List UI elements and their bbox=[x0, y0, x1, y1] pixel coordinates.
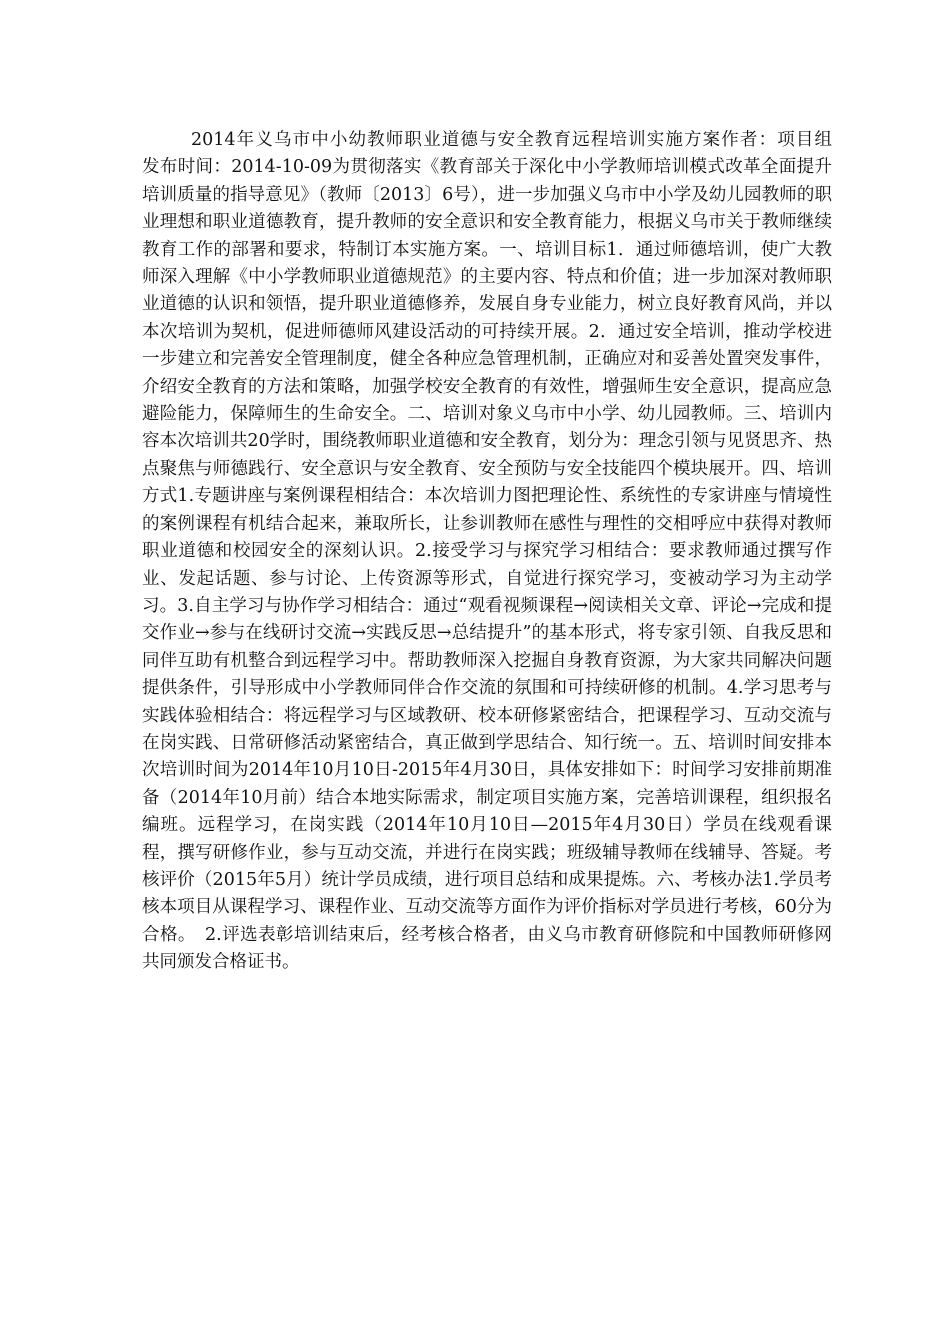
document-body-text: 2014年义乌市中小幼教师职业道德与安全教育远程培训实施方案作者：项目组 发布时间：2014-10-09为贯彻落实《教育部关于深化中小学教师培训模式改革全面提升培训质量的指导意见》（教师〔2013〕6号），进一步加强义乌市中小学及幼儿园教师的职业理想和职业道德教育，提升教师的安全意识和安全教育能力，根据义乌市关于教师继续教育工作的部署和要求，特制订本实施方案。一、培训目标1．通过师德培训，使广大教师深入理解《中小学教师职业道德规范》的主要内容、特点和价值；进一步加深对教师职业道德的认识和领悟，提升职业道德修养，发展自身专业能力，树立良好教育风尚，并以本次培训为契机，促进师德师风建设活动的可持续开展。2．通过安全培训，推动学校进一步建立和完善安全管理制度，健全各种应急管理机制，正确应对和妥善处置突发事件，介绍安全教育的方法和策略，加强学校安全教育的有效性，增强师生安全意识，提高应急避险能力，保障师生的生命安全。二、培训对象义乌市中小学、幼儿园教师。三、培训内容本次培训共20学时，围绕教师职业道德和安全教育，划分为：理念引领与见贤思齐、热点聚焦与师德践行、安全意识与安全教育、安全预防与安全技能四个模块展开。四、培训方式1.专题讲座与案例课程相结合：本次培训力图把理论性、系统性的专家讲座与情境性的案例课程有机结合起来，兼取所长，让参训教师在感性与理性的交相呼应中获得对教师职业道德和校园安全的深刻认识。2.接受学习与探究学习相结合：要求教师通过撰写作业、发起话题、参与讨论、上传资源等形式，自觉进行探究学习，变被动学习为主动学习。3.自主学习与协作学习相结合：通过“观看视频课程→阅读相关文章、评论→完成和提交作业→参与在线研讨交流→实践反思→总结提升”的基本形式，将专家引领、自我反思和同伴互助有机整合到远程学习中。帮助教师深入挖掘自身教育资源，为大家共同解决问题提供条件，引导形成中小学教师同伴合作交流的氛围和可持续研修的机制。4.学习思考与实践体验相结合：将远程学习与区域教研、校本研修紧密结合，把课程学习、互动交流与在岗实践、日常研修活动紧密结合，真正做到学思结合、知行统一。五、培训时间安排本次培训时间为2014年10月10日-2015年4月30日，具体安排如下：时间学习安排前期准备（2014年10月前）结合本地实际需求，制定项目实施方案，完善培训课程，组织报名编班。远程学习，在岗实践（2014年10月10日—2015年4月30日）学员在线观看课程，撰写研修作业，参与互动交流，并进行在岗实践；班级辅导教师在线辅导、答疑。考核评价（2015年5月）统计学员成绩，进行项目总结和成果提炼。六、考核办法1.学员考核本项目从课程学习、课程作业、互动交流等方面作为评价指标对学员进行考核，60分为合格。 2.评选表彰培训结束后，经考核合格者，由义乌市教育研修院和中国教师研修网共同颁发合格证书。 bbox=[142, 130, 867, 973]
